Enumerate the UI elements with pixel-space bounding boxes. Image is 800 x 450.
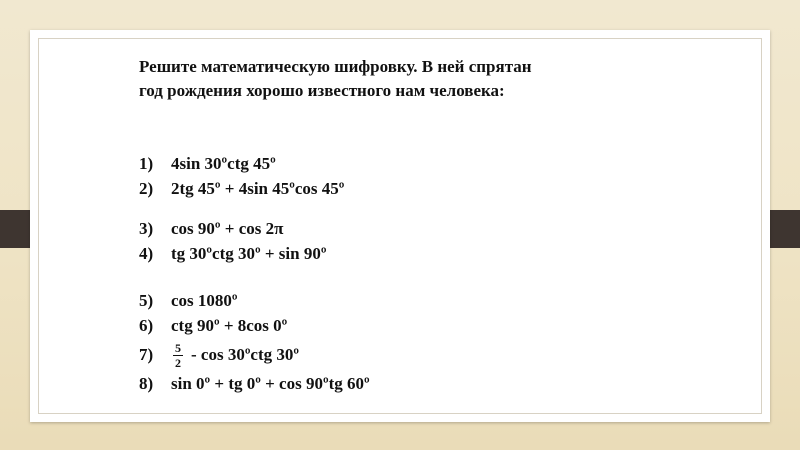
task-expression: ctg 90º + 8cos 0º — [171, 316, 288, 335]
fraction-denominator: 2 — [175, 355, 181, 370]
task-number: 5) — [139, 291, 154, 310]
task-expression: cos 1080º — [171, 291, 238, 310]
task-expression: cos 90º + cos 2π — [171, 219, 284, 238]
task-number: 7) — [139, 345, 154, 364]
task-number: 4) — [139, 244, 154, 263]
task-number: 2) — [139, 179, 154, 198]
fraction — [173, 342, 183, 369]
fraction-numerator: 5 — [175, 340, 181, 355]
task-expression: tg 30ºctg 30º + sin 90º — [171, 244, 327, 263]
task-item-7 — [139, 340, 300, 370]
task-number: 8) — [139, 374, 154, 393]
task-number: 6) — [139, 316, 154, 335]
task-number: 3) — [139, 219, 154, 238]
task-intro: Решите математическую шифровку. В ней спрятан год рождения хорошо известного нам человека: — [139, 57, 532, 100]
task-item-1 — [139, 152, 276, 176]
task-number: 1) — [139, 154, 154, 173]
task-item-8 — [139, 372, 370, 396]
task-expression: - cos 30ºctg 30º — [191, 345, 300, 364]
task-expression: sin 0º + tg 0º + cos 90ºtg 60º — [171, 374, 370, 393]
task-item-2 — [139, 177, 344, 201]
task-item-5 — [139, 289, 238, 313]
task-expression: 4sin 30ºctg 45º — [171, 154, 276, 173]
task-expression: 2tg 45º + 4sin 45ºcos 45º — [171, 179, 345, 198]
task-item-4 — [139, 242, 326, 266]
task-item-3 — [139, 217, 283, 241]
task-item-6 — [139, 314, 287, 338]
